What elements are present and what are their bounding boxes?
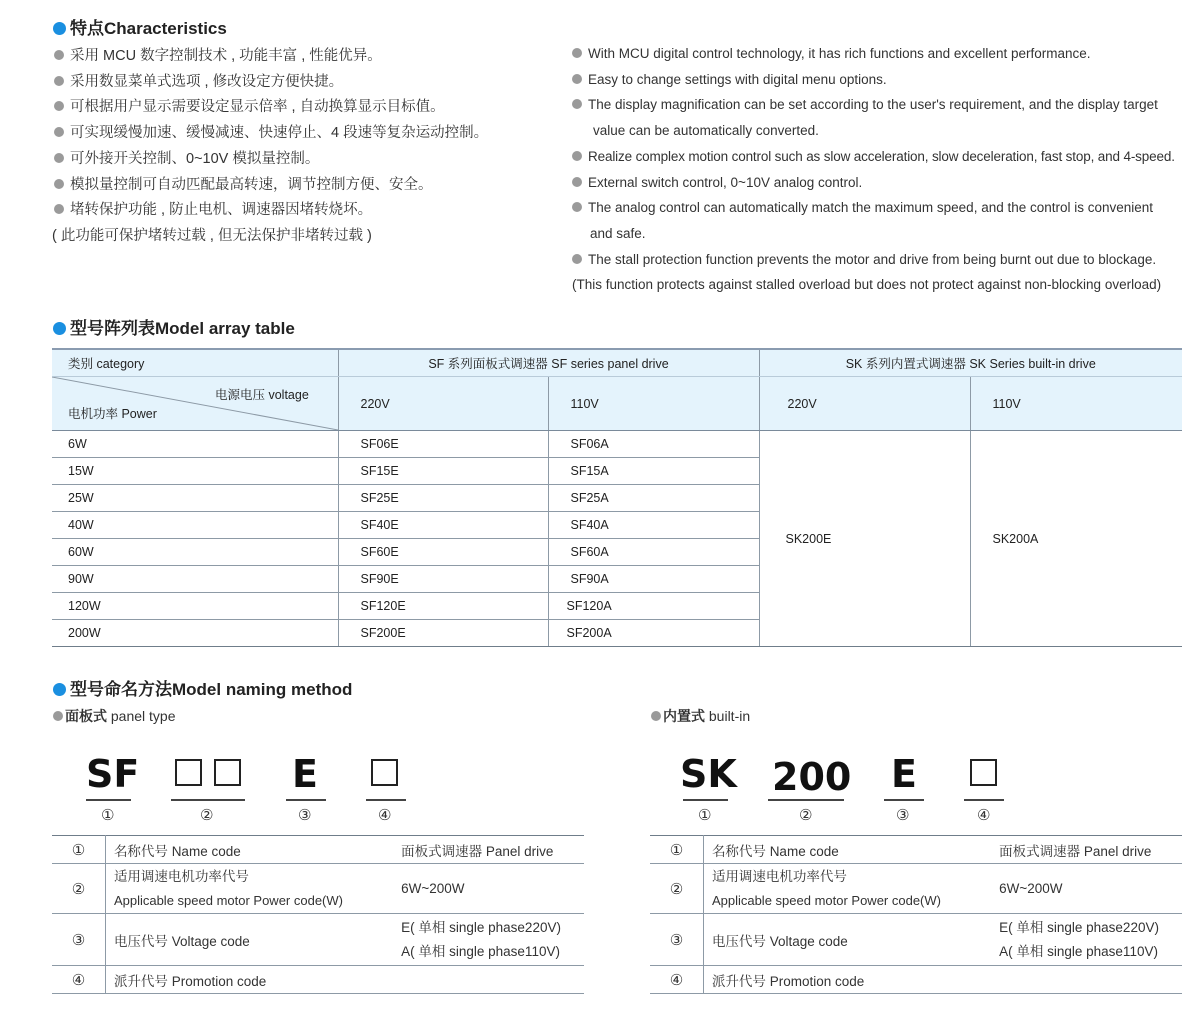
section-bullet-icon bbox=[53, 22, 66, 35]
underline bbox=[768, 799, 844, 801]
mark-2: ② bbox=[799, 807, 813, 824]
sf110-cell: SF90A bbox=[548, 566, 759, 593]
sf110-cell: SF15A bbox=[548, 458, 759, 485]
table-row bbox=[650, 966, 1182, 994]
builtin-naming-table bbox=[650, 835, 1182, 994]
model-table-title: 型号阵列表Model array table bbox=[53, 314, 295, 339]
builtin-code-sk: SK bbox=[680, 752, 737, 796]
builtin-subtitle: 内置式 built-in bbox=[651, 706, 750, 726]
mark-4: ④ bbox=[378, 807, 392, 824]
table-row bbox=[52, 914, 584, 966]
mark-2: ② bbox=[200, 807, 214, 824]
sf110-cell: SF06A bbox=[548, 431, 759, 458]
sf220-cell: SF60E bbox=[338, 539, 548, 566]
row-desc: 电压代号 Voltage code bbox=[105, 914, 401, 966]
mark-4: ④ bbox=[977, 807, 991, 824]
feature-cn-item: 可外接开关控制、0~10V 模拟量控制。 bbox=[54, 147, 488, 173]
bullet-icon bbox=[572, 177, 582, 187]
sf-series-header: SF 系列面板式调速器 SF series panel drive bbox=[338, 349, 759, 377]
characteristics-title: 特点Characteristics bbox=[53, 14, 227, 39]
feature-en-item: The stall protection function prevents the motor and drive from being burnt out due to blockage. bbox=[572, 247, 1175, 273]
section-bullet-icon bbox=[53, 683, 66, 696]
placeholder-box bbox=[970, 759, 997, 786]
bullet-icon bbox=[572, 151, 582, 161]
row-value: 6W~200W bbox=[999, 864, 1182, 914]
feature-cn-item: 模拟量控制可自动匹配最高转速，调节控制方便、安全。 bbox=[54, 173, 488, 199]
row-desc: 适用调速电机功率代号 Applicable speed motor Power code(W) bbox=[703, 864, 999, 914]
power-cell: 6W bbox=[52, 431, 338, 458]
underline bbox=[286, 799, 326, 801]
bullet-icon bbox=[54, 50, 64, 60]
feature-en-item: Realize complex motion control such as slow acceleration, slow deceleration, fast stop, and 4-speed. bbox=[572, 144, 1175, 170]
row-number: ④ bbox=[52, 966, 105, 994]
underline bbox=[964, 799, 1004, 801]
row-value: 面板式调速器 Panel drive bbox=[999, 836, 1182, 864]
sf-110v-header: 110V bbox=[548, 377, 759, 431]
feature-cn-item: 可实现缓慢加速、缓慢减速、快速停止、4 段速等复杂运动控制。 bbox=[54, 121, 488, 147]
feature-en-note: (This function protects against stalled overload but does not protect against non-blocking overload) bbox=[572, 277, 1162, 293]
mark-3: ③ bbox=[298, 807, 312, 824]
bullet-icon bbox=[572, 99, 582, 109]
power-label: 电机功率 Power bbox=[68, 407, 157, 421]
characteristics-en-list bbox=[572, 41, 1175, 298]
row-value bbox=[401, 966, 584, 994]
row-value: 6W~200W bbox=[401, 864, 584, 914]
bullet-icon bbox=[54, 179, 64, 189]
feature-cn-note: ( 此功能可保护堵转过载 , 但无法保护非堵转过载 ) bbox=[52, 227, 372, 244]
row-number: ① bbox=[650, 836, 703, 864]
row-number: ① bbox=[52, 836, 105, 864]
model-array-table bbox=[52, 348, 1182, 647]
table-row bbox=[650, 864, 1182, 914]
bullet-icon bbox=[572, 202, 582, 212]
bullet-icon bbox=[54, 204, 64, 214]
bullet-icon bbox=[54, 153, 64, 163]
underline bbox=[171, 799, 245, 801]
power-cell: 25W bbox=[52, 485, 338, 512]
power-cell: 90W bbox=[52, 566, 338, 593]
characteristics-cn-list bbox=[54, 44, 488, 250]
placeholder-box bbox=[175, 759, 202, 786]
row-value: E( 单相 single phase220V) A( 单相 single phase110V) bbox=[401, 914, 584, 966]
sf110-cell: SF40A bbox=[548, 512, 759, 539]
builtin-code-200: 200 bbox=[772, 755, 852, 799]
row-number: ④ bbox=[650, 966, 703, 994]
table-row bbox=[52, 864, 584, 914]
row-desc: 电压代号 Voltage code bbox=[703, 914, 999, 966]
sf220-cell: SF200E bbox=[338, 620, 548, 647]
bullet-icon bbox=[651, 711, 661, 721]
mark-1: ① bbox=[698, 807, 712, 824]
row-desc: 名称代号 Name code bbox=[105, 836, 401, 864]
sf220-cell: SF40E bbox=[338, 512, 548, 539]
underline bbox=[683, 799, 728, 801]
mark-1: ① bbox=[101, 807, 115, 824]
feature-cn-item: 采用数显菜单式选项 , 修改设定方便快捷。 bbox=[54, 70, 488, 96]
placeholder-box bbox=[371, 759, 398, 786]
feature-en-item-cont: and safe. bbox=[590, 225, 646, 241]
underline bbox=[86, 799, 131, 801]
feature-en-item-cont: value can be automatically converted. bbox=[593, 123, 819, 139]
panel-type-subtitle: 面板式 panel type bbox=[53, 706, 176, 726]
table-row bbox=[650, 836, 1182, 864]
sk220-cell: SK200E bbox=[759, 431, 970, 647]
feature-en-item: With MCU digital control technology, it has rich functions and excellent performance. bbox=[572, 41, 1175, 67]
sk110-cell: SK200A bbox=[970, 431, 1182, 647]
sf220-cell: SF120E bbox=[338, 593, 548, 620]
row-value bbox=[999, 966, 1182, 994]
row-desc: 派升代号 Promotion code bbox=[703, 966, 999, 994]
row-desc: 派升代号 Promotion code bbox=[105, 966, 401, 994]
bullet-icon bbox=[572, 254, 582, 264]
table-row bbox=[52, 431, 1182, 458]
feature-en-item: External switch control, 0~10V analog control. bbox=[572, 170, 1175, 196]
underline bbox=[366, 799, 406, 801]
underline bbox=[884, 799, 924, 801]
sf-220v-header: 220V bbox=[338, 377, 548, 431]
row-desc: 名称代号 Name code bbox=[703, 836, 999, 864]
sk-series-header: SK 系列内置式调速器 SK Series built-in drive bbox=[759, 349, 1182, 377]
sf220-cell: SF25E bbox=[338, 485, 548, 512]
feature-en-item: Easy to change settings with digital menu options. bbox=[572, 67, 1175, 93]
power-cell: 15W bbox=[52, 458, 338, 485]
bullet-icon bbox=[54, 76, 64, 86]
naming-title: 型号命名方法Model naming method bbox=[53, 675, 352, 700]
feature-cn-item: 采用 MCU 数字控制技术 , 功能丰富 , 性能优异。 bbox=[54, 44, 488, 70]
category-header: 类别 category bbox=[52, 349, 338, 377]
row-number: ② bbox=[650, 864, 703, 914]
mark-3: ③ bbox=[896, 807, 910, 824]
voltage-power-header bbox=[52, 377, 338, 431]
feature-en-item: The display magnification can be set according to the user's requirement, and the display target bbox=[572, 92, 1175, 118]
panel-code-e: E bbox=[292, 752, 318, 796]
panel-code-sf: SF bbox=[86, 752, 140, 796]
power-cell: 60W bbox=[52, 539, 338, 566]
voltage-label: 电源电压 voltage bbox=[215, 388, 309, 402]
sf220-cell: SF06E bbox=[338, 431, 548, 458]
row-value: E( 单相 single phase220V) A( 单相 single phase110V) bbox=[999, 914, 1182, 966]
power-cell: 200W bbox=[52, 620, 338, 647]
table-row bbox=[52, 836, 584, 864]
table-row bbox=[52, 966, 584, 994]
sf220-cell: SF90E bbox=[338, 566, 548, 593]
sk-110v-header: 110V bbox=[970, 377, 1182, 431]
sf110-cell: SF60A bbox=[548, 539, 759, 566]
bullet-icon bbox=[54, 127, 64, 137]
feature-cn-item: 堵转保护功能 , 防止电机、调速器因堵转烧坏。 bbox=[54, 198, 488, 224]
row-value: 面板式调速器 Panel drive bbox=[401, 836, 584, 864]
bullet-icon bbox=[572, 74, 582, 84]
table-row bbox=[650, 914, 1182, 966]
power-cell: 120W bbox=[52, 593, 338, 620]
sf110-cell: SF25A bbox=[548, 485, 759, 512]
table-subheader-row bbox=[52, 377, 1182, 431]
sk-220v-header: 220V bbox=[759, 377, 970, 431]
table-header-row bbox=[52, 349, 1182, 377]
power-cell: 40W bbox=[52, 512, 338, 539]
feature-cn-item: 可根据用户显示需要设定显示倍率 , 自动换算显示目标值。 bbox=[54, 95, 488, 121]
feature-en-item: The analog control can automatically match the maximum speed, and the control is convenient bbox=[572, 195, 1175, 221]
bullet-icon bbox=[53, 711, 63, 721]
sf220-cell: SF15E bbox=[338, 458, 548, 485]
row-number: ③ bbox=[52, 914, 105, 966]
row-number: ③ bbox=[650, 914, 703, 966]
panel-naming-table bbox=[52, 835, 584, 994]
builtin-code-e: E bbox=[891, 752, 917, 796]
bullet-icon bbox=[54, 101, 64, 111]
sf110-cell: SF120A bbox=[548, 593, 759, 620]
sf110-cell: SF200A bbox=[548, 620, 759, 647]
section-bullet-icon bbox=[53, 322, 66, 335]
bullet-icon bbox=[572, 48, 582, 58]
placeholder-box bbox=[214, 759, 241, 786]
row-desc: 适用调速电机功率代号 Applicable speed motor Power code(W) bbox=[105, 864, 401, 914]
row-number: ② bbox=[52, 864, 105, 914]
